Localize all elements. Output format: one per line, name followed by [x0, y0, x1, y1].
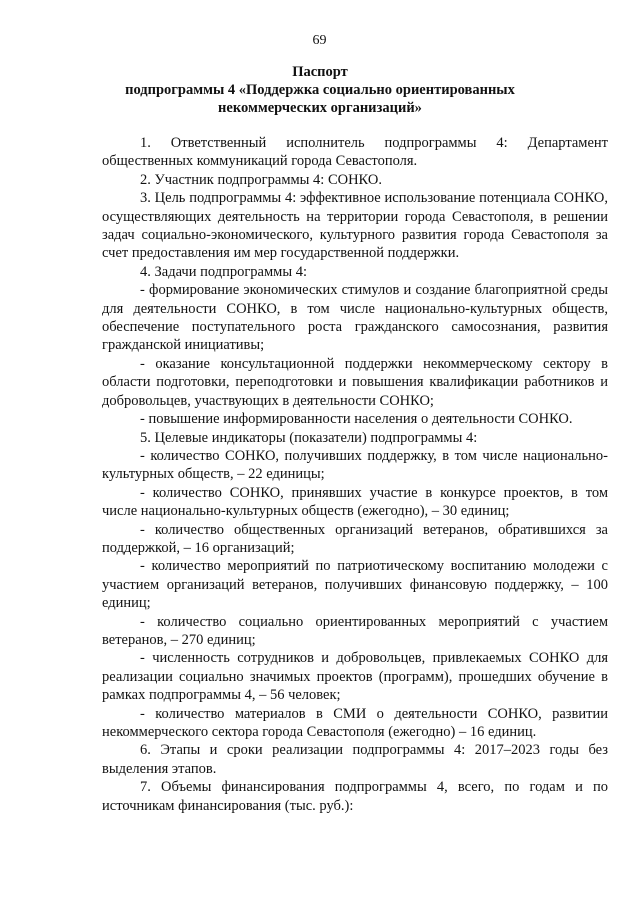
- indicator-item: - количество СОНКО, принявших участие в конкурсе проектов, в том числе национально-культурных обществ (ежегодно), – 30 единиц;: [102, 484, 608, 520]
- indicator-item: - количество общественных организаций ветеранов, обратившихся за поддержкой, – 16 организаций;: [102, 521, 608, 556]
- task-item: - оказание консультационной поддержки некоммерческому сектору в области подготовки, переподготовки и повышения квалификации работников и добровольцев, участвующих в деятельности СОНКО;: [102, 355, 608, 409]
- document-heading: [100, 63, 540, 117]
- indicator-item: - количество мероприятий по патриотическому воспитанию молодежи с участием организаций ветеранов, получивших финансовую поддержку, – 100 единиц;: [102, 558, 608, 612]
- document-body: [102, 134, 608, 815]
- heading-title: Паспорт: [292, 64, 348, 80]
- task-item: - формирование экономических стимулов и создание благоприятной среды для деятельности СОНКО, в том числе национально-культурных обществ, обеспечение поступательного роста гражданского самосознания, развития гражданской инициативы;: [102, 282, 608, 354]
- paragraph-responsible-executor: 1. Ответственный исполнитель подпрограммы 4: Департамент общественных коммуникаций города Севастополя.: [102, 135, 608, 170]
- heading-line: подпрограммы 4 «Поддержка социально ориентированных: [125, 82, 515, 98]
- indicator-item: - численность сотрудников и добровольцев, привлекаемых СОНКО для реализации социально значимых проектов (программ), прошедших обучение в рамках подпрограммы 4, – 56 человек;: [102, 650, 608, 704]
- paragraph-tasks-heading: 4. Задачи подпрограммы 4:: [140, 263, 307, 280]
- paragraph-participant: 2. Участник подпрограммы 4: СОНКО.: [140, 171, 382, 188]
- paragraph-goal: 3. Цель подпрограммы 4: эффективное использование потенциала СОНКО, осуществляющих деятельность на территории города Севастополя, в решении задач социально-экономического, культурного развития города Севастополя за счет предоставления им мер государственной поддержки.: [102, 190, 608, 262]
- indicator-item: - количество социально ориентированных мероприятий с участием ветеранов, – 270 единиц;: [102, 613, 608, 648]
- indicator-item: - количество СОНКО, получивших поддержку, в том числе национально-культурных обществ, – 22 единицы;: [102, 447, 608, 483]
- paragraph-financing: 7. Объемы финансирования подпрограммы 4, всего, по годам и по источникам финансирования (тыс. руб.):: [102, 779, 608, 814]
- task-item: - повышение информированности населения о деятельности СОНКО.: [140, 411, 573, 428]
- indicator-item: - количество материалов в СМИ о деятельности СОНКО, развитии некоммерческого сектора города Севастополя (ежегодно) – 16 единиц.: [102, 705, 608, 740]
- heading-line: некоммерческих организаций»: [218, 100, 422, 116]
- paragraph-indicators-heading: 5. Целевые индикаторы (показатели) подпрограммы 4:: [140, 429, 478, 446]
- paragraph-stages: 6. Этапы и сроки реализации подпрограммы 4: 2017–2023 годы без выделения этапов.: [102, 742, 608, 777]
- page-number: 69: [312, 33, 327, 48]
